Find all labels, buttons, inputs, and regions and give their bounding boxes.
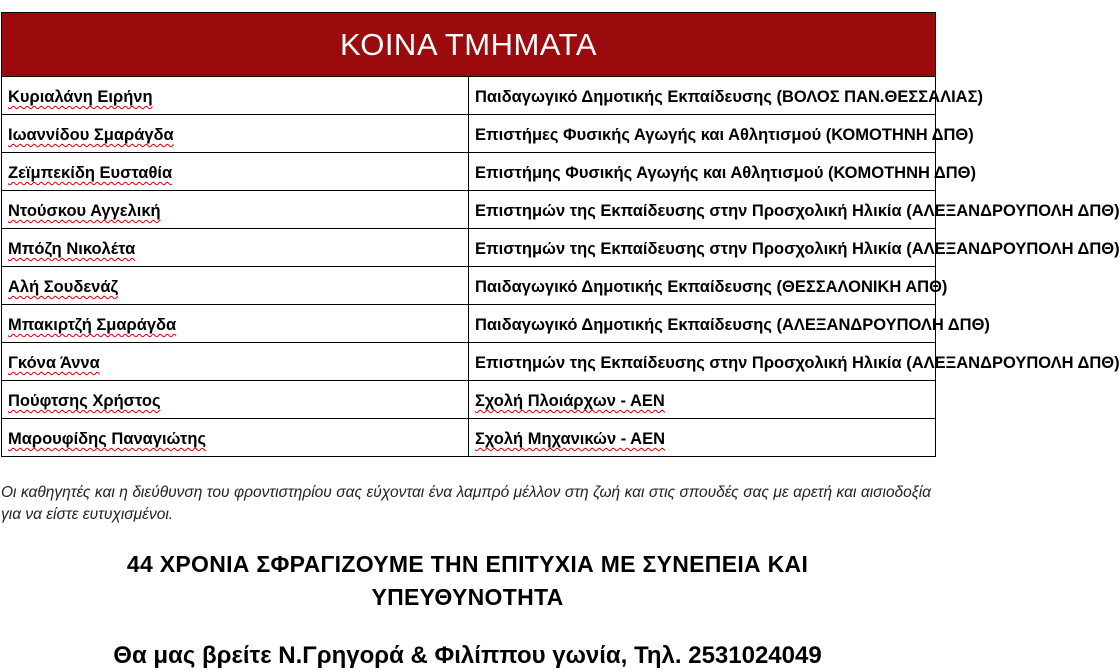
department-text: Σχολή Πλοιάρχων - ΑΕΝ: [475, 392, 665, 410]
student-name: [2, 419, 469, 457]
department-cell: Παιδαγωγικό Δημοτικής Εκπαίδευσης (ΒΟΛΟΣ ΠΑΝ.ΘΕΣΣΑΛΙΑΣ): [469, 77, 936, 115]
student-name-text: Γκόνα Άννα: [8, 354, 100, 372]
department-cell: [469, 419, 936, 457]
student-name: [2, 191, 469, 229]
table-row: [2, 381, 936, 419]
student-name: [2, 115, 469, 153]
student-name: [2, 305, 469, 343]
table-title: ΚΟΙΝΑ ΤΜΗΜΑΤΑ: [2, 13, 936, 77]
table-row: [2, 153, 936, 191]
student-name: [2, 343, 469, 381]
table-row: [2, 343, 936, 381]
table-row: [2, 77, 936, 115]
department-cell: Παιδαγωγικό Δημοτικής Εκπαίδευσης (ΘΕΣΣΑΛΟΝΙΚΗ ΑΠΘ): [469, 267, 936, 305]
department-cell: Επιστημών της Εκπαίδευσης στην Προσχολική Ηλικία (ΑΛΕΞΑΝΔΡΟΥΠΟΛΗ ΔΠΘ): [469, 191, 936, 229]
table-row: [2, 419, 936, 457]
results-table: [1, 12, 1120, 457]
table-row: [2, 191, 936, 229]
department-cell: Επιστημών της Εκπαίδευσης στην Προσχολική Ηλικία (ΑΛΕΞΑΝΔΡΟΥΠΟΛΗ ΔΠΘ): [469, 229, 936, 267]
department-cell: Επιστήμης Φυσικής Αγωγής και Αθλητισμού (ΚΟΜΟΤΗΝΗ ΔΠΘ): [469, 153, 936, 191]
motto-heading: [0, 548, 935, 614]
student-name-text: Κυριαλάνη Ειρήνη: [8, 88, 153, 106]
department-text: Σχολή Μηχανικών - ΑΕΝ: [475, 430, 666, 448]
table-row: [2, 305, 936, 343]
motto-line-1: 44 ΧΡΟΝΙΑ ΣΦΡΑΓΙΖΟΥΜΕ ΤΗΝ ΕΠΙΤΥΧΙΑ ΜΕ ΣΥΝΕΠΕΙΑ ΚΑΙ: [126, 551, 809, 577]
wishes-paragraph: Οι καθηγητές και η διεύθυνση του φροντιστηρίου σας εύχονται ένα λαμπρό μέλλον στη ζωή και στις σπουδές σας με αρετή και αισιοδοξία για να είστε ευτυχισμένοι.: [1, 484, 931, 523]
student-name-text: Μπόζη Νικολέτα: [8, 240, 136, 258]
student-name: [2, 229, 469, 267]
student-name-text: Ντούσκου Αγγελική: [8, 202, 161, 220]
student-name: [2, 77, 469, 115]
department-cell: Επιστήμες Φυσικής Αγωγής και Αθλητισμού (ΚΟΜΟΤΗΝΗ ΔΠΘ): [469, 115, 936, 153]
department-cell: Επιστημών της Εκπαίδευσης στην Προσχολική Ηλικία (ΑΛΕΞΑΝΔΡΟΥΠΟΛΗ ΔΠΘ): [469, 343, 936, 381]
table-row: [2, 229, 936, 267]
student-name-text: Ζεϊμπεκίδη Ευσταθία: [8, 164, 173, 182]
motto-line-2: ΥΠΕΥΘΥΝΟΤΗΤΑ: [371, 584, 564, 610]
student-name: [2, 267, 469, 305]
student-name-text: Μπακιρτζή Σμαράγδα: [8, 316, 177, 334]
student-name-text: Ιωαννίδου Σμαράγδα: [8, 126, 174, 144]
department-cell: Παιδαγωγικό Δημοτικής Εκπαίδευσης (ΑΛΕΞΑΝΔΡΟΥΠΟΛΗ ΔΠΘ): [469, 305, 936, 343]
address-line: Θα μας βρείτε Ν.Γρηγορά & Φιλίππου γωνία, Τηλ. 2531024049: [113, 642, 822, 669]
table-row: [2, 115, 936, 153]
department-cell: [469, 381, 936, 419]
student-name-text: Πούφτσης Χρήστος: [8, 392, 161, 410]
table-row: [2, 267, 936, 305]
table-header-row: [2, 13, 936, 77]
student-name-text: Αλή Σουδενάζ: [8, 278, 119, 296]
student-name: [2, 153, 469, 191]
student-name: [2, 381, 469, 419]
student-name-text: Μαρουφίδης Παναγιώτης: [8, 430, 207, 448]
